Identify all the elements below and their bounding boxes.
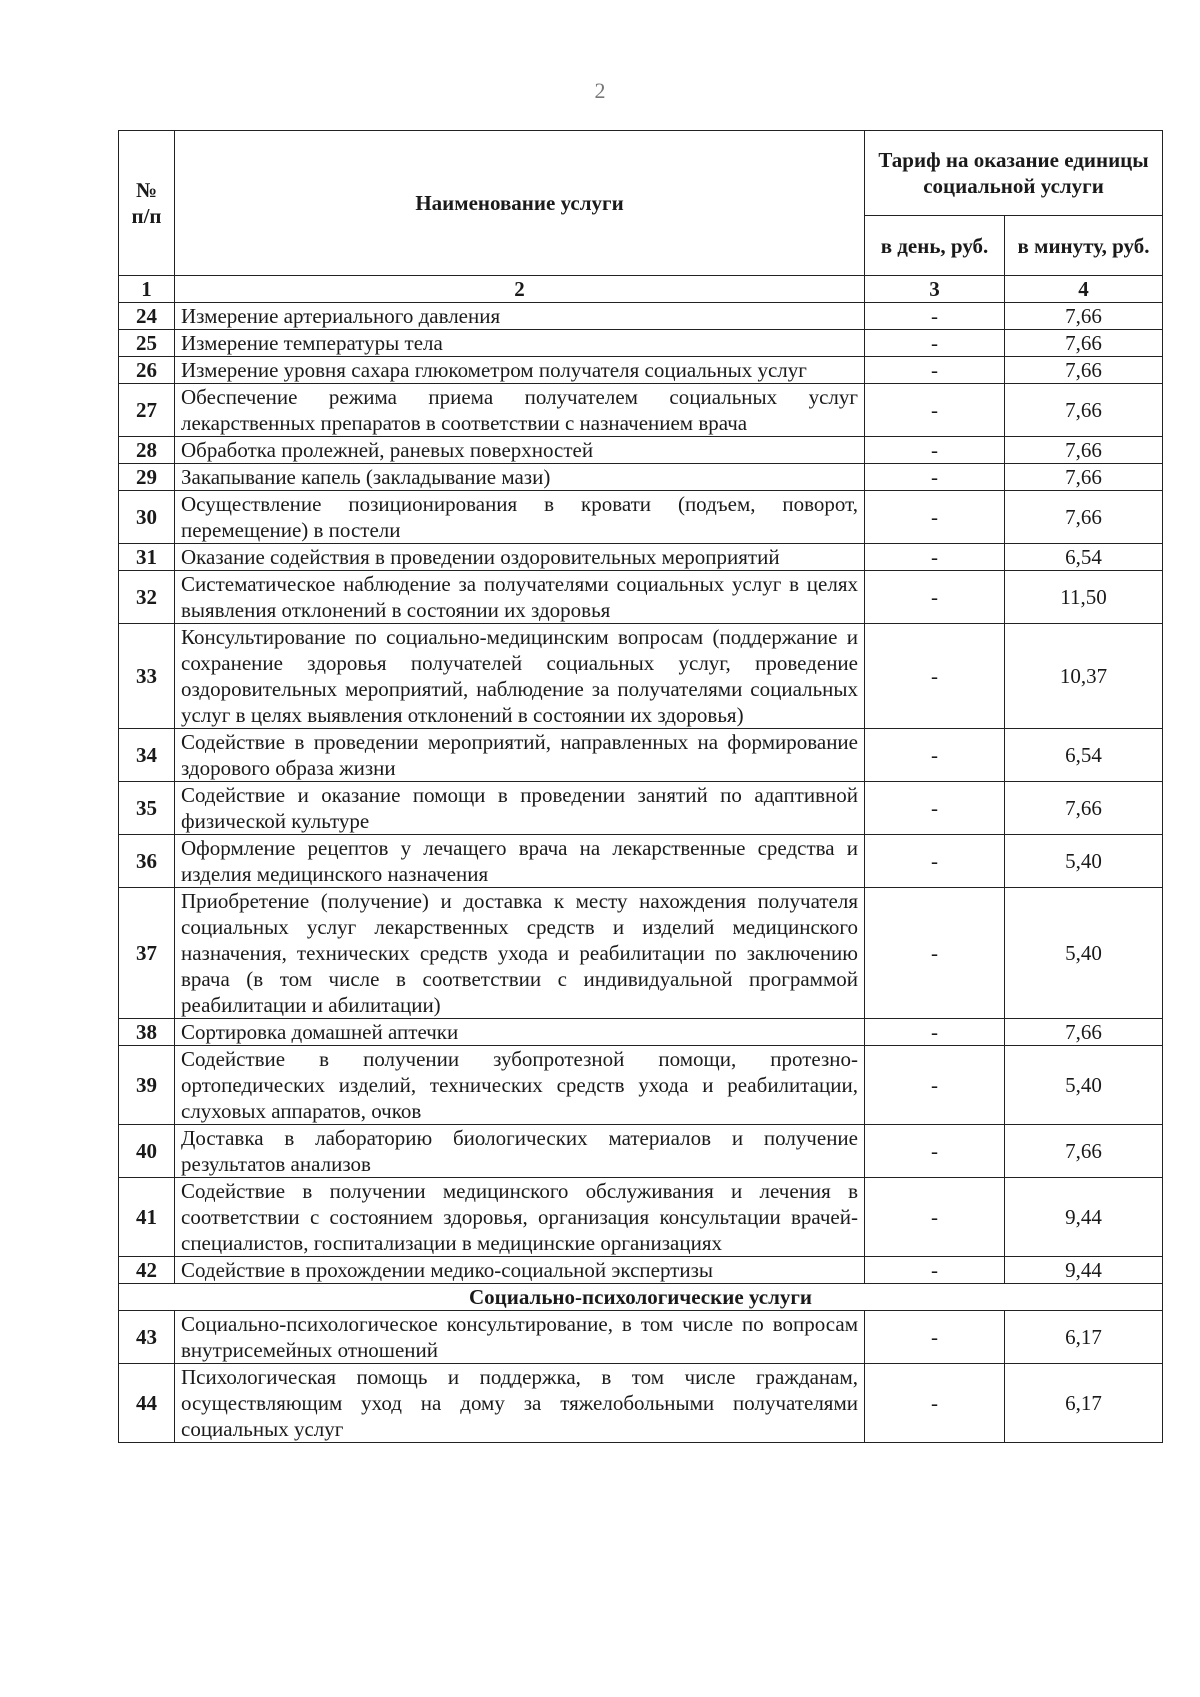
table-row <box>119 330 1163 357</box>
tariff-per-day: - <box>865 1019 1005 1046</box>
tariff-per-minute: 7,66 <box>1005 437 1163 464</box>
row-number: 37 <box>119 888 175 1019</box>
service-name: Оформление рецептов у лечащего врача на лекарственные средства и изделия медицинского назначения <box>175 835 865 888</box>
header-tariff: Тариф на оказание единицы социальной услуги <box>865 131 1163 216</box>
table-row <box>119 1125 1163 1178</box>
tariff-per-minute: 7,66 <box>1005 464 1163 491</box>
tariff-per-day: - <box>865 1364 1005 1443</box>
tariff-per-minute: 10,37 <box>1005 624 1163 729</box>
row-number: 29 <box>119 464 175 491</box>
row-number: 25 <box>119 330 175 357</box>
column-number: 1 <box>119 276 175 303</box>
service-name: Социально-психологическое консультирование, в том числе по вопросам внутрисемейных отношений <box>175 1311 865 1364</box>
tariff-per-minute: 5,40 <box>1005 888 1163 1019</box>
row-number: 28 <box>119 437 175 464</box>
service-name: Приобретение (получение) и доставка к месту нахождения получателя социальных услуг лекарственных средств и изделий медицинского назначения, технических средств ухода и реабилитации по заключению врача (в том числе в соответствии с индивидуальной программой реабилитации и абилитации) <box>175 888 865 1019</box>
header-per-minute: в минуту, руб. <box>1005 216 1163 276</box>
table-row <box>119 1178 1163 1257</box>
column-number: 2 <box>175 276 865 303</box>
tariff-per-day: - <box>865 1257 1005 1284</box>
tariff-per-minute: 11,50 <box>1005 571 1163 624</box>
tariff-per-day: - <box>865 330 1005 357</box>
row-number: 31 <box>119 544 175 571</box>
table-row <box>119 491 1163 544</box>
row-number: 41 <box>119 1178 175 1257</box>
row-number: 27 <box>119 384 175 437</box>
tariff-table <box>118 130 1163 1443</box>
service-name: Содействие в прохождении медико-социальной экспертизы <box>175 1257 865 1284</box>
service-name: Психологическая помощь и поддержка, в том числе гражданам, осуществляющим уход на дому за тяжелобольными получателями социальных услуг <box>175 1364 865 1443</box>
table-row <box>119 571 1163 624</box>
table-row <box>119 303 1163 330</box>
section-rows <box>119 1284 1163 1443</box>
table-row <box>119 464 1163 491</box>
table-row <box>119 1257 1163 1284</box>
service-name: Систематическое наблюдение за получателями социальных услуг в целях выявления отклонений в состоянии их здоровья <box>175 571 865 624</box>
tariff-per-day: - <box>865 384 1005 437</box>
table-row <box>119 1364 1163 1443</box>
tariff-per-minute: 7,66 <box>1005 491 1163 544</box>
service-name: Консультирование по социально-медицинским вопросам (поддержание и сохранение здоровья получателей социальных услуг, проведение оздоровительных мероприятий, наблюдение за получателями социальных услуг в целях выявления отклонений в состоянии их здоровья) <box>175 624 865 729</box>
tariff-per-minute: 7,66 <box>1005 330 1163 357</box>
row-number: 42 <box>119 1257 175 1284</box>
table-row <box>119 1311 1163 1364</box>
table-row <box>119 544 1163 571</box>
table-row <box>119 437 1163 464</box>
column-number: 3 <box>865 276 1005 303</box>
service-name: Закапывание капель (закладывание мази) <box>175 464 865 491</box>
tariff-per-minute: 7,66 <box>1005 303 1163 330</box>
service-name: Осуществление позиционирования в кровати (подъем, поворот, перемещение) в постели <box>175 491 865 544</box>
tariff-per-day: - <box>865 1178 1005 1257</box>
header-name: Наименование услуги <box>175 131 865 276</box>
service-name: Доставка в лабораторию биологических материалов и получение результатов анализов <box>175 1125 865 1178</box>
tariff-per-minute: 6,54 <box>1005 544 1163 571</box>
row-number: 44 <box>119 1364 175 1443</box>
service-name: Содействие в получении зубопротезной помощи, протезно-ортопедических изделий, технических средств ухода и реабилитации, слуховых аппаратов, очков <box>175 1046 865 1125</box>
tariff-per-day: - <box>865 437 1005 464</box>
service-name: Измерение уровня сахара глюкометром получателя социальных услуг <box>175 357 865 384</box>
row-number: 40 <box>119 1125 175 1178</box>
tariff-per-day: - <box>865 624 1005 729</box>
service-name: Содействие и оказание помощи в проведении занятий по адаптивной физической культуре <box>175 782 865 835</box>
header-num: № п/п <box>119 131 175 276</box>
page-number: 2 <box>594 78 606 103</box>
section-header-row <box>119 1284 1163 1311</box>
tariff-per-minute: 7,66 <box>1005 1125 1163 1178</box>
tariff-per-day: - <box>865 729 1005 782</box>
tariff-per-minute: 7,66 <box>1005 782 1163 835</box>
tariff-per-day: - <box>865 1311 1005 1364</box>
row-number: 26 <box>119 357 175 384</box>
tariff-per-minute: 6,17 <box>1005 1364 1163 1443</box>
tariff-per-minute: 7,66 <box>1005 384 1163 437</box>
row-number: 33 <box>119 624 175 729</box>
row-number: 38 <box>119 1019 175 1046</box>
table-row <box>119 1046 1163 1125</box>
column-number: 4 <box>1005 276 1163 303</box>
service-name: Измерение артериального давления <box>175 303 865 330</box>
service-name: Обработка пролежней, раневых поверхностей <box>175 437 865 464</box>
tariff-per-minute: 7,66 <box>1005 1019 1163 1046</box>
tariff-per-day: - <box>865 491 1005 544</box>
row-number: 43 <box>119 1311 175 1364</box>
header-per-day: в день, руб. <box>865 216 1005 276</box>
table-row <box>119 624 1163 729</box>
tariff-per-minute: 6,54 <box>1005 729 1163 782</box>
service-name: Оказание содействия в проведении оздоровительных мероприятий <box>175 544 865 571</box>
table-row <box>119 888 1163 1019</box>
tariff-per-day: - <box>865 544 1005 571</box>
tariff-per-day: - <box>865 357 1005 384</box>
row-number: 24 <box>119 303 175 330</box>
tariff-per-minute: 6,17 <box>1005 1311 1163 1364</box>
table-row <box>119 782 1163 835</box>
tariff-per-day: - <box>865 464 1005 491</box>
section-title: Социально-психологические услуги <box>119 1284 1163 1311</box>
service-name: Обеспечение режима приема получателем социальных услуг лекарственных препаратов в соответствии с назначением врача <box>175 384 865 437</box>
service-name: Измерение температуры тела <box>175 330 865 357</box>
row-number: 30 <box>119 491 175 544</box>
tariff-per-minute: 9,44 <box>1005 1178 1163 1257</box>
service-name: Содействие в получении медицинского обслуживания и лечения в соответствии с состоянием здоровья, организация консультации врачей-специалистов, госпитализации в медицинские организациях <box>175 1178 865 1257</box>
row-number: 36 <box>119 835 175 888</box>
tariff-per-day: - <box>865 888 1005 1019</box>
tariff-per-day: - <box>865 835 1005 888</box>
tariff-per-minute: 5,40 <box>1005 835 1163 888</box>
tariff-per-day: - <box>865 1046 1005 1125</box>
table-row <box>119 1019 1163 1046</box>
service-name: Содействие в проведении мероприятий, направленных на формирование здорового образа жизни <box>175 729 865 782</box>
tariff-per-day: - <box>865 571 1005 624</box>
row-number: 39 <box>119 1046 175 1125</box>
tariff-per-day: - <box>865 782 1005 835</box>
row-number: 32 <box>119 571 175 624</box>
tariff-per-minute: 7,66 <box>1005 357 1163 384</box>
table-row <box>119 729 1163 782</box>
row-number: 34 <box>119 729 175 782</box>
table-row <box>119 384 1163 437</box>
table-row <box>119 835 1163 888</box>
tariff-per-minute: 9,44 <box>1005 1257 1163 1284</box>
row-number: 35 <box>119 782 175 835</box>
tariff-per-minute: 5,40 <box>1005 1046 1163 1125</box>
tariff-per-day: - <box>865 303 1005 330</box>
service-rows <box>119 303 1163 1284</box>
table-row <box>119 357 1163 384</box>
tariff-per-day: - <box>865 1125 1005 1178</box>
service-name: Сортировка домашней аптечки <box>175 1019 865 1046</box>
